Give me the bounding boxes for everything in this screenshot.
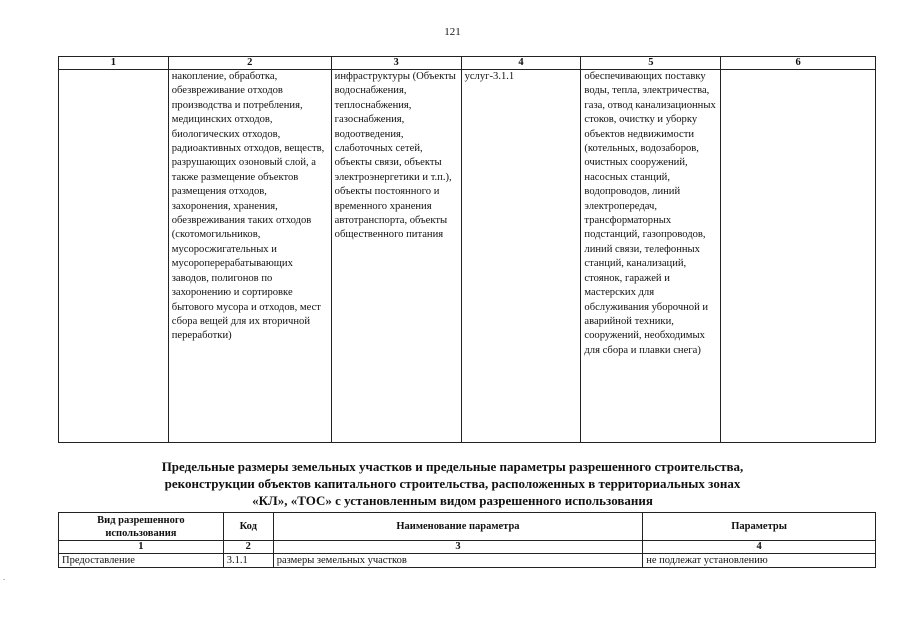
col-number-4: 4 [461,57,581,70]
cell-col1 [59,70,169,443]
heading-line-1: Предельные размеры земельных участков и предельные параметры разрешенного строительства, [161,459,744,474]
section-heading [100,458,805,509]
cell-col6 [721,70,876,443]
col-number-4: 4 [643,541,876,554]
header-row [59,513,876,541]
col-number-3: 3 [273,541,642,554]
heading-line-2: реконструкции объектов капитального строительства, расположенных в территориальных зонах [164,476,741,491]
column-number-row [59,541,876,554]
col-number-2: 2 [168,57,331,70]
permitted-use-table-continuation [58,56,876,443]
parameters-table [58,512,876,568]
cell-code: 3.1.1 [223,554,273,568]
left-margin-mark: . [3,572,6,582]
col-number-1: 1 [59,541,224,554]
cell-parameter-name: размеры земельных участков [273,554,642,568]
page-number: 121 [444,26,461,38]
table-row [59,70,876,443]
header-parameter-name: Наименование параметра [273,513,642,541]
col-number-1: 1 [59,57,169,70]
cell-activity-description: накопление, обработка, обезвреживание отходов производства и потребления, медицинских отходов, биологических отходов, радиоактивных отходов, веществ, разрушающих озоновый слой, а также размещение объектов размещения отходов, захоронения, хранения, обезвреживания таких отходов (скотомогильников, мусоросжигательных и мусороперерабатывающих заводов, полигонов по захоронению и сортировке бытового мусора и отходов, мест сбора вещей для их вторичной переработки) [168,70,331,443]
heading-line-3: «КЛ», «ТОС» с установленным видом разрешенного использования [252,493,653,508]
cell-parameter-value: не подлежат установлению [643,554,876,568]
cell-infrastructure-objects: инфраструктуры (Объекты водоснабжения, теплоснабжения, газоснабжения, водоотведения, слаботочных сетей, объекты связи, объекты электроэнергетики и т.п.), объекты постоянного и временного хранения автотранспорта, объекты общественного питания [331,70,461,443]
col-number-5: 5 [581,57,721,70]
cell-use-type: Предоставление [59,554,224,568]
col-number-2: 2 [223,541,273,554]
header-parameters: Параметры [643,513,876,541]
cell-service-code: услуг-3.1.1 [461,70,581,443]
col-number-6: 6 [721,57,876,70]
column-number-row [59,57,876,70]
cell-utility-objects: обеспечивающих поставку воды, тепла, электричества, газа, отвод канализационных стоков, очистку и уборку объектов недвижимости (котельных, водозаборов, очистных сооружений, насосных станций, водопроводов, линий электропередач, трансформаторных подстанций, газопроводов, линий связи, телефонных станций, канализаций, стоянок, гаражей и мастерских для обслуживания уборочной и аварийной техники, сооружений, необходимых для сбора и плавки снега) [581,70,721,443]
col-number-3: 3 [331,57,461,70]
header-use-type: Вид разрешенного использования [59,513,224,541]
table-row [59,554,876,568]
header-code: Код [223,513,273,541]
